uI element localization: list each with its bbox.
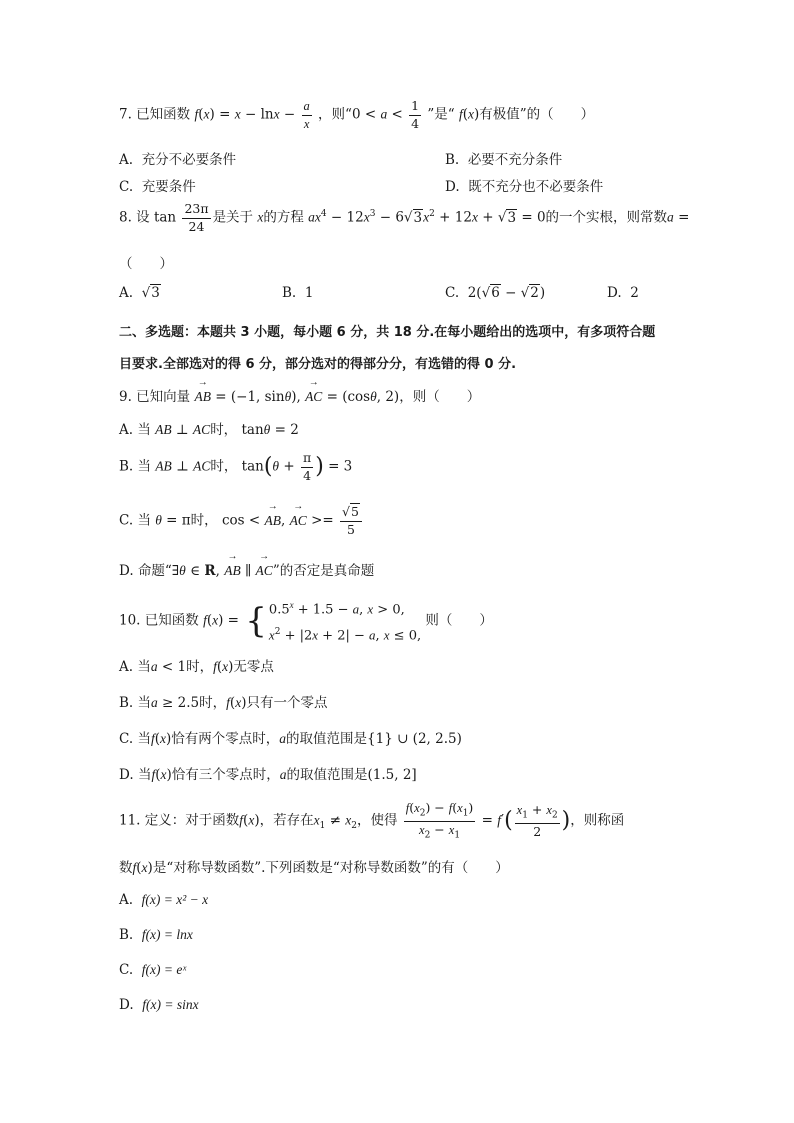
q10-option-c[interactable]: C. 当f(x)恰有两个零点时，a的取值范围是{1} ∪ (2, 2.5) — [119, 731, 462, 747]
q8-option-c[interactable]: C. 2(√6 − √2) — [445, 285, 546, 301]
q8-option-b[interactable]: B. 1 — [282, 285, 314, 301]
question-8-stem: 8. 设 tan $\frac{23\pi}{24}$ 是关于 x的方程 $ax^4 - 12x^3 - 6√3x^2 + 12x + √3 = 0$的一个实根，则常数a = — [119, 201, 690, 234]
q8-option-a[interactable]: A. √3 — [119, 285, 160, 301]
q7-option-b[interactable]: B. 必要不充分条件 — [445, 152, 563, 168]
question-11-stem: 11. 定义：对于函数f(x)，若存在$x_1 \ne x_2$，使得 $\frac{f(x_2) - f(x_1)}{x_2 - x_1}$ = f′( $\frac{x_1 + x_2}{2}$ )，则称函 — [119, 800, 625, 840]
q8-paren: （ ） — [119, 256, 173, 272]
q10-option-a[interactable]: A. 当a < 1时，f(x)无零点 — [119, 659, 274, 675]
q11-option-b[interactable]: B. f(x) = lnx — [119, 927, 193, 943]
q9-option-d[interactable]: D. 命题“∃θ ∈ R, → AB ∥ → AC”的否定是真命题 — [119, 559, 374, 579]
section-2-line-1: 二、多选题：本题共 3 小题，每小题 6 分，共 18 分.在每小题给出的选项中，有多项符合题 — [119, 325, 656, 340]
question-9-stem: 9. 已知向量 → AB = (−1, sinθ), → AC = (cosθ, 2)，则（ ） — [119, 385, 480, 405]
question-11-line-2: 数f(x)是“对称导数函数”.下列函数是“对称导数函数”的有（ ） — [119, 860, 509, 876]
q11-option-c[interactable]: C. f(x) = eˣ — [119, 962, 187, 978]
q9-option-a[interactable]: A. 当 AB ⊥ AC时， tanθ = 2 — [119, 422, 299, 438]
q11-option-a[interactable]: A. f(x) = x² − x — [119, 892, 209, 908]
question-10-stem: 10. 已知函数 $f(x) = \{0.5^x + 1.5 - a$, x > 0, $x^2 + |2x + 2| - a$, x ≤ 0, 则（ ） — [119, 600, 493, 644]
question-7-stem: 7. 已知函数 f(x) = x − lnx − $\frac{a}{x}$ ，则“0 < a < $\frac{1}{4}$ ”是“ f(x)有极值”的（ ） — [119, 98, 595, 131]
q10-option-b[interactable]: B. 当a ≥ 2.5时，f(x)只有一个零点 — [119, 695, 328, 711]
q7-option-a[interactable]: A. 充分不必要条件 — [119, 152, 237, 168]
q9-option-c[interactable]: C. 当 θ = π时， cos < → AB, → AC >= $\frac{√5}{5}$ — [119, 506, 364, 536]
q7-option-c[interactable]: C. 充要条件 — [119, 179, 196, 195]
q9-option-b[interactable]: B. 当 AB ⊥ AC时， tan(θ + $\frac{\pi}{4}$ ) = 3 — [119, 450, 353, 483]
q10-option-d[interactable]: D. 当f(x)恰有三个零点时，a的取值范围是(1.5, 2] — [119, 767, 417, 783]
section-2-line-2: 目要求.全部选对的得 6 分，部分选对的得部分分，有选错的得 0 分. — [119, 357, 517, 372]
q7-option-d[interactable]: D. 既不充分也不必要条件 — [445, 179, 604, 195]
q8-option-d[interactable]: D. 2 — [607, 285, 639, 301]
q11-option-d[interactable]: D. f(x) = sinx — [119, 997, 199, 1013]
